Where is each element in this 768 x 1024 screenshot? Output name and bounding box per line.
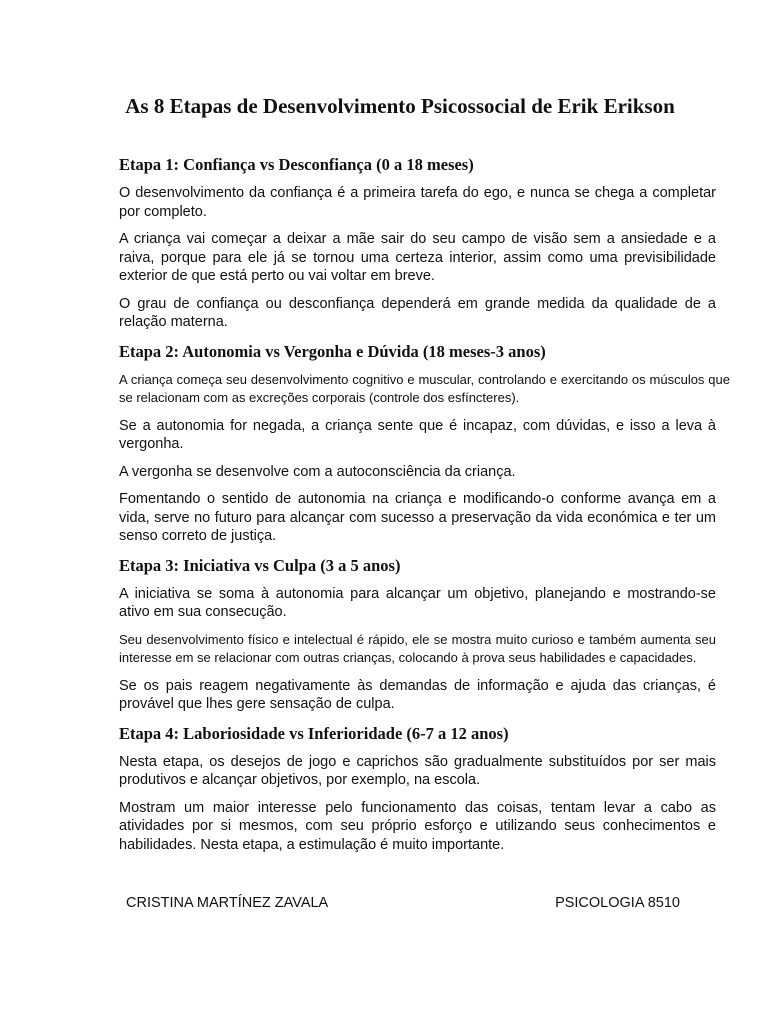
paragraph: Fomentando o sentido de autonomia na criança e modificando-o conforme avança em a vida, serve no futuro para alcançar com sucesso a preservação da vida económica e ter um senso correto de justiça. [119, 491, 716, 544]
section-heading: Etapa 3: Iniciativa vs Culpa (3 a 5 anos) [119, 555, 401, 575]
section-etapa-3 [119, 555, 716, 714]
paragraph: Se os pais reagem negativamente às demandas de informação e ajuda das crianças, é provável que lhes gere sensação de culpa. [119, 677, 716, 712]
page-footer [126, 894, 680, 912]
paragraph: O grau de confiança ou desconfiança dependerá em grande medida da qualidade de a relação materna. [119, 295, 716, 330]
paragraph: A iniciativa se soma à autonomia para alcançar um objetivo, planejando e mostrando-se ativo em sua consecução. [119, 585, 716, 620]
footer-course: PSICOLOGIA 8510 [555, 895, 680, 911]
paragraph: O desenvolvimento da confiança é a primeira tarefa do ego, e nunca se chega a completar por completo. [119, 185, 716, 220]
section-heading: Etapa 1: Confiança vs Desconfiança (0 a 18 meses) [119, 155, 474, 174]
paragraph: Se a autonomia for negada, a criança sente que é incapaz, com dúvidas, e isso a leva à vergonha. [119, 417, 716, 452]
section-etapa-4 [119, 723, 716, 855]
document-body [119, 154, 730, 863]
paragraph: A criança vai começar a deixar a mãe sair do seu campo de visão sem a ansiedade e a raiva, porque para ele já se tornou uma certeza interior, assim como uma previsibilidade exterior de que está perto ou vai voltar em breve. [119, 231, 716, 284]
footer-author: CRISTINA MARTÍNEZ ZAVALA [126, 895, 329, 911]
paragraph: A vergonha se desenvolve com a autoconsciência da criança. [119, 463, 516, 480]
section-etapa-2 [119, 341, 730, 546]
paragraph: Nesta etapa, os desejos de jogo e caprichos são gradualmente substituídos por ser mais produtivos e alcançar objetivos, por exemplo, na escola. [119, 753, 716, 788]
paragraph: Seu desenvolvimento físico e intelectual é rápido, ele se mostra muito curioso e também aumenta seu interesse em se relacionar com outras crianças, colocando à prova seus habilidades e capacidades. [119, 631, 716, 665]
section-heading: Etapa 2: Autonomia vs Vergonha e Dúvida (18 meses-3 anos) [119, 341, 546, 361]
section-etapa-1 [119, 154, 716, 332]
section-heading: Etapa 4: Laboriosidade vs Inferioridade (6-7 a 12 anos) [119, 723, 509, 743]
page-title: As 8 Etapas de Desenvolvimento Psicossocial de Erik Erikson [125, 94, 675, 118]
paragraph: Mostram um maior interesse pelo funcionamento das coisas, tentam levar a cabo as atividades por si mesmos, com seu próprio esforço e utilizando seus conhecimentos e habilidades. Nesta etapa, a estimulação é muito importante. [119, 799, 716, 853]
paragraph: A criança começa seu desenvolvimento cognitivo e muscular, controlando e exercitando os músculos que se relacionam com as excreções corporais (controle dos esfíncteres). [119, 371, 730, 405]
